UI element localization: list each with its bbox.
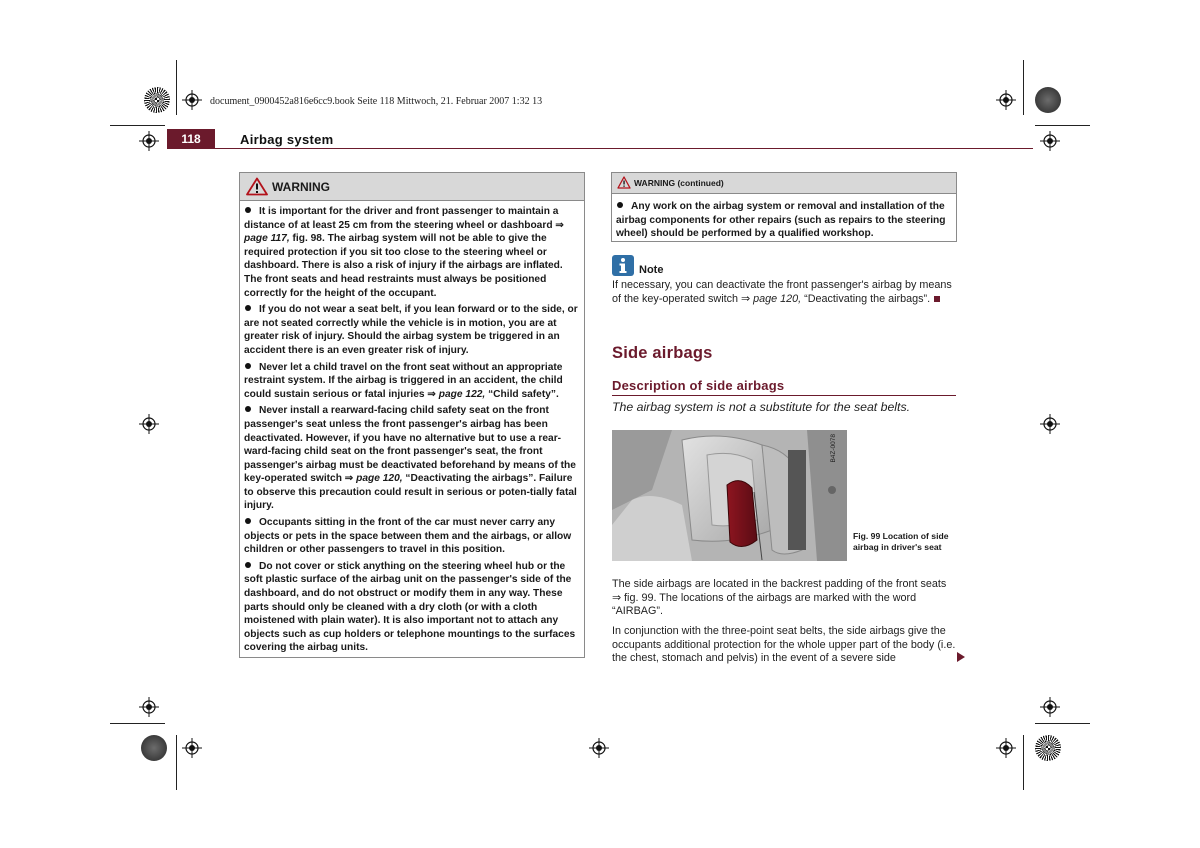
registration-mark-icon xyxy=(589,738,609,758)
body-paragraph-2: In conjunction with the three-point seat belts, the side airbags give the occupants additional protection for the whole upper part of the body (i.e. the chest, stomach and pelvis) in the event of a severe side xyxy=(612,625,956,665)
note-label: Note xyxy=(639,264,664,276)
subheading-rule xyxy=(612,395,956,396)
figure-caption: Fig. 99 Location of side airbag in driver's seat xyxy=(853,531,949,552)
bullet-icon xyxy=(244,404,253,413)
warning-text: If you do not wear a seat belt, if you lean forward or to the side, or are not seated correctly while the vehicle is in motion, you are at greater risk of injury. Should the airbag system be triggered in an accident there is an even greater risk of injury. xyxy=(244,304,578,356)
warning-text: Never install a rearward-facing child safety seat on the front passenger's seat unless the front passenger's airbag has been deactivated. However, if you have no alternative but to use a rear-ward-facing child seat on the front passenger's seat, the front passenger's airbag must be deactivated beforehand by means of the key-operated switch xyxy=(244,405,576,485)
warning-body xyxy=(240,201,584,655)
warning-title: WARNING xyxy=(272,180,330,194)
section-title: Airbag system xyxy=(240,132,334,147)
bullet-icon xyxy=(244,205,253,214)
seat-airbag-figure xyxy=(612,430,847,561)
bullet-icon xyxy=(244,303,253,312)
note-text-after: “Deactivating the airbags”. xyxy=(801,292,931,305)
warning-continued-text: Any work on the airbag system or removal and installation of the airbag components for other repairs (such as repairs to the steering wheel) should be performed by a qualified workshop. xyxy=(616,201,946,240)
color-target-icon xyxy=(1035,735,1061,761)
bullet-icon xyxy=(244,516,253,525)
registration-mark-icon xyxy=(139,697,159,717)
intro-text: The airbag system is not a substitute for the seat belts. xyxy=(612,400,911,414)
warning-item xyxy=(244,205,580,300)
warning-item xyxy=(244,361,580,402)
page-reference-link[interactable]: page 122, xyxy=(438,388,486,400)
warning-item xyxy=(244,404,580,513)
registration-mark-icon xyxy=(139,131,159,151)
warning-continued-box xyxy=(611,172,957,242)
warning-text: Do not cover or stick anything on the steering wheel hub or the soft plastic surface of the airbag unit on the passenger's side of the dashboard, and do not obstruct or modify them in any way. These parts should only be cleaned with a dry cloth (or with a cloth moistened with plain water). It is also important not to attach any objects such as cup holders or telephone mountings to the surfaces covering the airbag units. xyxy=(244,560,576,654)
warning-text: ⇒ xyxy=(427,388,439,400)
warning-text: ⇒ xyxy=(344,473,357,485)
warning-text: It is important for the driver and front passenger to maintain a distance of at least 25 cm from the steering wheel or dashboard xyxy=(244,206,559,231)
warning-item xyxy=(244,303,580,357)
warning-text: fig. 98. The airbag system will not be able to give the required protection if you sit too close to the steering wheel or dashboard. There is also a risk of injury if the airbags are inflated. The front seats and head restraints must always be positioned correctly for the height of the occupant. xyxy=(244,233,563,299)
continue-arrow-icon xyxy=(957,652,965,662)
body-paragraph-1: The side airbags are located in the backrest padding of the front seats ⇒ fig. 99. The locations of the airbags are marked with the word “AIRBAG”. xyxy=(612,578,947,618)
warning-text: Never let a child travel on the front seat without an appropriate restraint system. If the airbag is triggered in an accident, the child could sustain serious or fatal injuries xyxy=(244,361,563,400)
registration-mark-icon xyxy=(1040,414,1060,434)
gray-target-icon xyxy=(141,735,167,761)
warning-triangle-icon xyxy=(617,176,631,189)
warning-text: Occupants sitting in the front of the car must never carry any objects or pets in the space between them and the airbags, or allow children or other passengers to travel in this position. xyxy=(244,517,572,556)
figure-code: B4Z-0078 xyxy=(830,434,837,463)
page-header xyxy=(167,129,1033,149)
print-header: document_0900452a816e6cc9.book Seite 118 Mittwoch, 21. Februar 2007 1:32 13 xyxy=(210,96,543,107)
bullet-icon xyxy=(244,560,253,569)
note-text-before: If necessary, you can deactivate the front passenger's airbag by means of the key-operated switch ⇒ xyxy=(612,279,952,305)
warning-text: ⇒ xyxy=(555,219,564,231)
bullet-icon xyxy=(616,200,625,209)
registration-mark-icon xyxy=(996,738,1016,758)
bullet-icon xyxy=(244,361,253,370)
warning-item xyxy=(244,516,580,557)
warning-item xyxy=(244,560,580,655)
registration-mark-icon xyxy=(182,738,202,758)
note-text xyxy=(612,279,957,306)
warning-continued-title: WARNING (continued) xyxy=(634,178,724,188)
color-target-icon xyxy=(144,87,170,113)
registration-mark-icon xyxy=(996,90,1016,110)
page-number: 118 xyxy=(167,129,215,148)
seat-illustration xyxy=(612,430,847,561)
registration-mark-icon xyxy=(1040,697,1060,717)
warning-continued-body xyxy=(612,194,956,241)
registration-mark-icon xyxy=(182,90,202,110)
end-of-section-icon xyxy=(934,296,940,302)
heading-side-airbags: Side airbags xyxy=(612,344,713,362)
warning-triangle-icon xyxy=(246,177,268,196)
info-icon xyxy=(612,255,634,276)
warning-text: “Deactivating the airbags”. Failure to observe this precaution could result in serious or poten-tially fatal injury. xyxy=(244,473,577,512)
warning-text: “Child safety”. xyxy=(485,388,559,400)
warning-continued-header xyxy=(612,173,956,194)
warning-box xyxy=(239,172,585,658)
page-reference-link[interactable]: page 117, xyxy=(244,233,290,245)
page-reference-link[interactable]: page 120, xyxy=(356,473,403,485)
subheading-description: Description of side airbags xyxy=(612,378,785,393)
registration-mark-icon xyxy=(1040,131,1060,151)
note-page-link[interactable]: page 120, xyxy=(753,292,802,305)
gray-target-icon xyxy=(1035,87,1061,113)
warning-header xyxy=(240,173,584,201)
registration-mark-icon xyxy=(139,414,159,434)
